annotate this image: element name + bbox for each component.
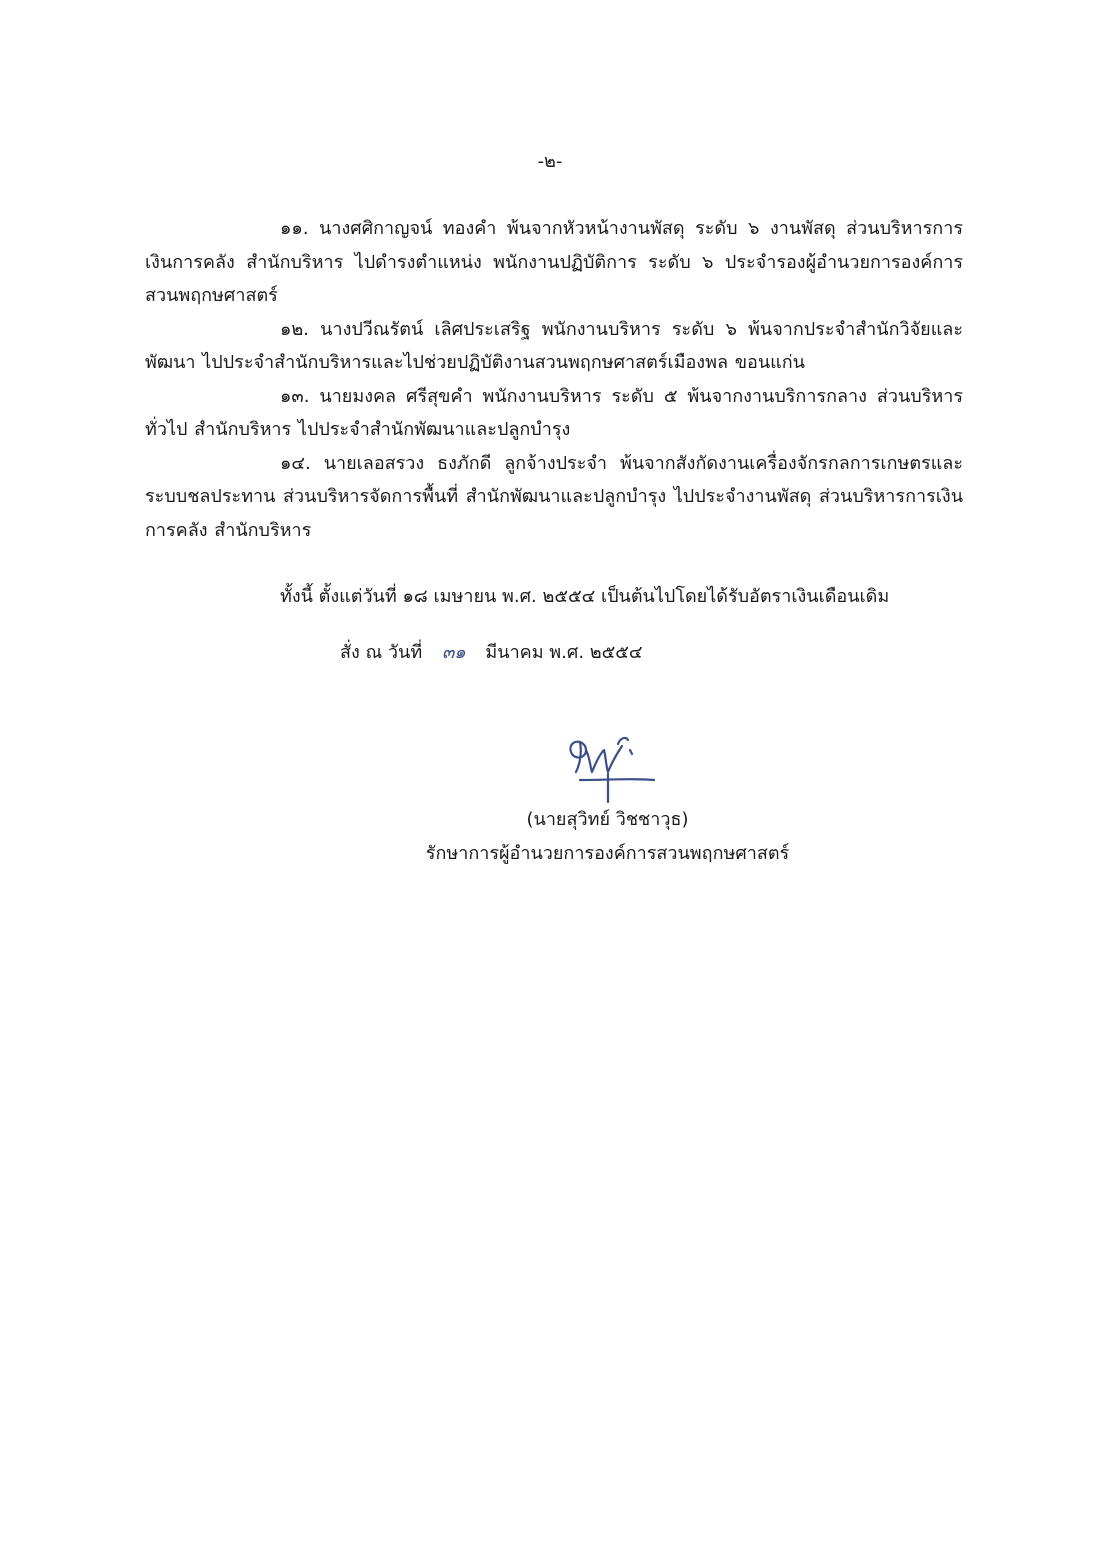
order-date-line [340, 636, 643, 669]
signer-name: (นายสุวิทย์ วิชชาวุธ) [526, 809, 689, 830]
order-body [145, 212, 963, 547]
order-item-11: ๑๑. นางศศิกาญจน์ ทองคำ พ้นจากหัวหน้างานพัสดุ ระดับ ๖ งานพัสดุ ส่วนบริหารการเงินการคลัง สำนักบริหาร ไปดำรงตำแหน่ง พนักงานปฏิบัติการ ระดับ ๖ ประจำรองผู้อำนวยการองค์การสวนพฤกษศาสตร์ [145, 218, 963, 306]
order-item-14: ๑๔. นายเลอสรวง ธงภักดี ลูกจ้างประจำ พ้นจากสังกัดงานเครื่องจักรกลการเกษตรและระบบชลประทาน ส่วนบริหารจัดการพื้นที่ สำนักพัฒนาและปลูกบำรุง ไปประจำงานพัสดุ ส่วนบริหารการเงินการคลัง สำนักบริหาร [145, 452, 963, 541]
order-item-12: ๑๒. นางปวีณรัตน์ เลิศประเสริฐ พนักงานบริหาร ระดับ ๖ พ้นจากประจำสำนักวิจัยและพัฒนา ไปประจำสำนักบริหารและไปช่วยปฏิบัติงานสวนพฤกษศาสตร์เมืองพล ขอนแก่น [145, 318, 963, 373]
order-item-13: ๑๓. นายมงคล ศรีสุขคำ พนักงานบริหาร ระดับ ๕ พ้นจากงานบริการกลาง ส่วนบริหารทั่วไป สำนักบริหาร ไปประจำสำนักพัฒนาและปลูกบำรุง [145, 385, 963, 440]
signer-title: รักษาการผู้อำนวยการองค์การสวนพฤกษศาสตร์ [425, 843, 790, 864]
page-number: -๒- [537, 151, 563, 172]
effective-date-clause: ทั้งนี้ ตั้งแต่วันที่ ๑๘ เมษายน พ.ศ. ๒๕๕๔ เป็นต้นไปโดยได้รับอัตราเงินเดือนเดิม [280, 586, 890, 607]
order-date-suffix: มีนาคม พ.ศ. ๒๕๕๔ [485, 642, 643, 663]
order-date-day: ๓๑ [441, 642, 466, 663]
handwritten-signature [556, 728, 666, 808]
order-date-prefix: สั่ง ณ วันที่ [340, 642, 423, 663]
